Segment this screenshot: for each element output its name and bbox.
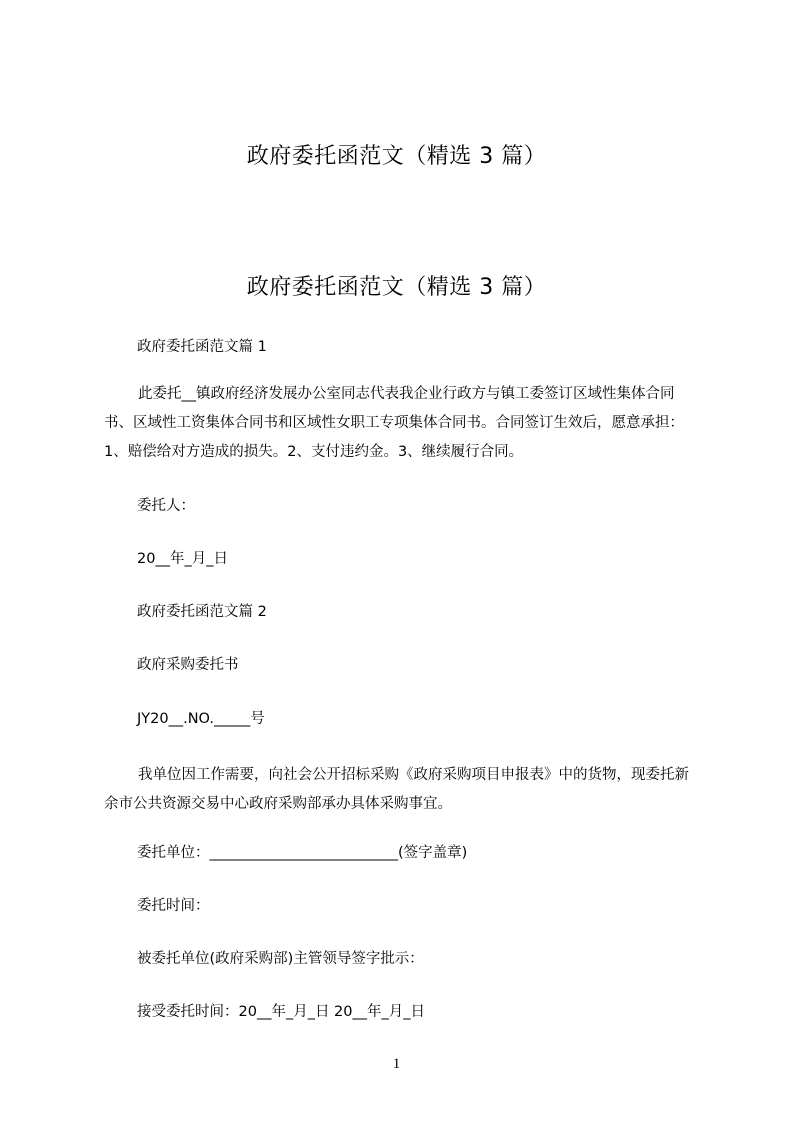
page-number: 1 [392, 1056, 401, 1072]
document-title: 政府委托函范文（精选 3 篇） [246, 275, 547, 300]
entrust-time-label: 委托时间： [137, 898, 210, 914]
date-line-1: 20__年_月_日 [137, 551, 228, 567]
section-1-body-text: 此委托__镇政府经济发展办公室同志代表我企业行政方与镇工委签订区域性集体合同书、区域性工资集体合同书和区域性女职工专项集体合同书。合同签订生效后，愿意承担：1、赔偿给对方造成的损失。2、支付违约金。3、继续履行合同。 [104, 386, 684, 460]
entrusting-unit-line: 委托单位：__________________________(签字盖章) [137, 845, 468, 861]
cover-title: 政府委托函范文（精选 3 篇） [246, 144, 547, 169]
leader-approval-label: 被委托单位(政府采购部)主管领导签字批示： [137, 951, 424, 967]
entrust-person-label: 委托人： [137, 498, 195, 514]
section-heading-2: 政府委托函范文篇 2 [137, 604, 267, 620]
section-2-body-text: 我单位因工作需要，向社会公开招标采购《政府采购项目申报表》中的货物，现委托新余市公共资源交易中心政府采购部承办具体采购事宜。 [104, 767, 689, 812]
procurement-entrust-title: 政府采购委托书 [137, 657, 239, 673]
document-number: JY20__.NO._____号 [137, 711, 265, 727]
section-2-body [104, 761, 694, 819]
accept-time-line: 接受委托时间：20__年_月_日 20__年_月_日 [137, 1004, 426, 1020]
section-heading-1: 政府委托函范文篇 1 [137, 339, 267, 355]
section-1-body [104, 380, 694, 467]
